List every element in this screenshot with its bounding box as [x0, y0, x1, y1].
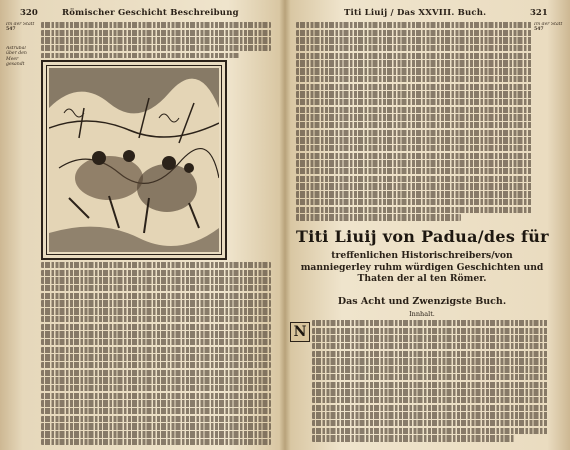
book-title-main: Titi Liuij von Padua/des für: [296, 227, 549, 246]
right-margin-note-1: [534, 22, 568, 33]
right-intro-text: [312, 320, 548, 448]
left-running-head: Römischer Geschicht Beschreibung: [62, 8, 239, 18]
left-text-top: [41, 22, 271, 58]
margin-note-year: 547: [6, 27, 16, 33]
inhalt-label: Innhalt.: [409, 310, 435, 318]
margin-note-label: Im der Statt: [6, 22, 35, 27]
left-text-bottom: [41, 262, 271, 448]
woodcut-illustration: [41, 60, 227, 260]
left-page-number: 320: [20, 8, 38, 18]
right-page: [286, 0, 570, 450]
margin-note-year: 547: [534, 27, 544, 33]
book-title-sub: treffenlichen Historischreibers/von manniegerley ruhm würdigen Geschichten und Thaten der al ten Römer.: [300, 250, 544, 284]
left-page: [0, 0, 284, 450]
book-label: Das Acht und Zwenzigste Buch.: [337, 296, 507, 307]
left-margin-note-2: Astrubal über den Meer gesandt: [6, 46, 27, 68]
right-page-number: 321: [530, 8, 548, 18]
left-margin-note-1: [6, 22, 38, 33]
right-text-top: [296, 22, 532, 222]
margin-note-label: Im der Statt: [534, 22, 563, 27]
right-running-head: Titi Liuij / Das XXVIII. Buch.: [344, 8, 487, 18]
drop-cap-initial: N: [290, 322, 310, 342]
battle-scene-image: [49, 68, 219, 252]
